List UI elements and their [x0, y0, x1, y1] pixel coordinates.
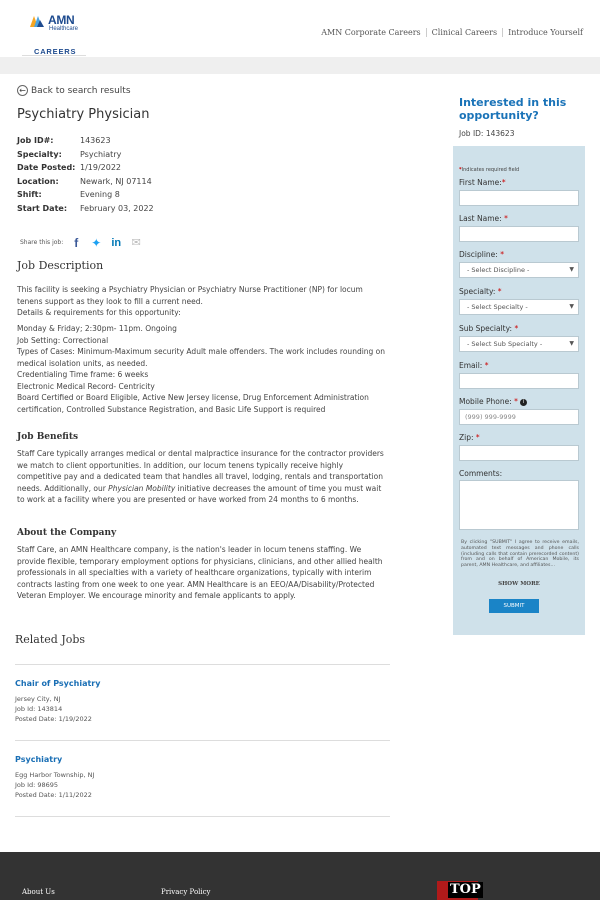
fact-label: Date Posted: [17, 163, 76, 172]
fact-label: Job ID#: [17, 136, 54, 145]
fact-label: Shift: [17, 190, 42, 199]
job-facts [17, 134, 154, 215]
divider [15, 740, 390, 741]
fact-value: 1/19/2022 [80, 163, 122, 172]
header-band [0, 57, 600, 74]
related-job-meta [15, 770, 390, 800]
info-icon[interactable]: i [520, 399, 527, 406]
facebook-icon[interactable]: f [74, 235, 79, 250]
fact-row-location [17, 175, 154, 189]
logo-careers-text: CAREERS [34, 47, 77, 56]
required-star: * [475, 433, 480, 442]
description-line: Monday & Friday; 2:30pm- 11pm. Ongoing [17, 324, 177, 333]
last-name-label [459, 214, 508, 223]
specialty-select-value: - Select Specialty - [467, 303, 528, 311]
nav-clinical-careers[interactable]: Clinical Careers [426, 28, 502, 37]
mobile-phone-input[interactable]: (999) 999-9999 [459, 409, 579, 425]
footer-link-about-us[interactable]: About Us [22, 888, 55, 896]
required-star: * [484, 361, 489, 370]
required-star: * [514, 324, 519, 333]
description-intro: This facility is seeking a Psychiatry Physician or Psychiatry Nurse Practitioner (NP) for locum tenens support as they look to fill a current need. [17, 285, 363, 306]
back-to-search-link[interactable] [17, 85, 131, 96]
linkedin-icon[interactable]: in [111, 236, 122, 249]
description-line: Types of Cases: Minimum-Maximum security Adult male offenders. The work includes rounding on medical isolation units, as needed. [17, 347, 386, 368]
discipline-select-value: - Select Discipline - [467, 266, 530, 274]
about-company-body [17, 544, 389, 602]
divider [15, 816, 390, 817]
discipline-label [459, 250, 504, 259]
fact-row-shift [17, 188, 154, 202]
apply-job-id: Job ID: 143623 [459, 129, 515, 138]
required-star: * [504, 214, 508, 223]
job-description-heading: Job Description [17, 259, 104, 272]
fact-row-date-posted [17, 161, 154, 175]
sub-specialty-select[interactable] [459, 336, 579, 352]
email-input[interactable] [459, 373, 579, 389]
amn-logo[interactable] [22, 10, 86, 56]
required-star: * [459, 167, 462, 173]
specialty-label [459, 287, 502, 296]
last-name-label-text: Last Name: [459, 214, 502, 223]
zip-label-text: Zip: [459, 433, 474, 442]
description-line: Electronic Medical Record- Centricity [17, 381, 155, 391]
related-job-posted: Posted Date: 1/11/2022 [15, 791, 92, 799]
fact-label: Specialty: [17, 149, 62, 159]
chevron-down-icon: ▼ [569, 266, 574, 273]
fact-row-specialty [17, 148, 154, 162]
badge-text: TOP [450, 882, 481, 897]
fact-row-job-id [17, 134, 154, 148]
related-job-title-link[interactable]: Chair of Psychiatry [15, 679, 101, 688]
about-text: Staff Care, an AMN Healthcare company, is the nation's leader in locum tenens staffing. We provide flexible, temporary employment options for physicians, clinicians, and other allied health professionals in all specialties with a variety of healthcare organizations, typically with interim contracts lasting from one week to one year. AMN Healthcare is an EEO/AA/Disability/Protected Veteran Employer. We encourage minority and female applicants to apply. [17, 545, 383, 600]
first-name-label-text: First Name: [459, 178, 502, 187]
benefits-text-part: initiative decreases the amount of time you must wait to work at a facility where you are presented or have worked from 24 months to 6 months. [17, 483, 382, 504]
discipline-label-text: Discipline: [459, 250, 498, 259]
last-name-input[interactable] [459, 226, 579, 242]
apply-heading: Interested in this opportunity? [459, 96, 567, 122]
first-name-label [459, 178, 506, 187]
required-star: * [501, 178, 506, 187]
job-benefits-heading: Job Benefits [17, 432, 79, 442]
submit-button[interactable]: SUBMIT [489, 599, 539, 613]
benefits-text-part: Staff Care typically arranges medical or dental malpractice insurance for the contractor providers we match to client opportunities. In addition, our locum tenens typically receive highly competitive pay and a dedicated team that handles all travel, lodging, rentals and transportation needs. Additionally, our [17, 449, 384, 493]
related-job-item [15, 679, 390, 724]
required-note [459, 167, 519, 173]
discipline-select[interactable] [459, 262, 579, 278]
zip-input[interactable] [459, 445, 579, 461]
comments-textarea[interactable] [459, 480, 579, 530]
required-star: * [514, 397, 518, 406]
required-star: * [497, 287, 502, 296]
related-job-id: Job Id: 98695 [15, 781, 59, 789]
top-award-badge [437, 881, 481, 900]
description-line: Job Setting: Correctional [17, 335, 109, 345]
amn-logo-icon [29, 14, 45, 28]
related-job-id: Job Id: 143814 [15, 705, 63, 713]
apply-form [453, 146, 585, 635]
comments-label: Comments: [459, 469, 503, 478]
share-bar [20, 236, 143, 249]
description-line: Board Certified or Board Eligible, Active New Jersey license, Drug Enforcement Administration certification, Controlled Substance Registration, and Basic Life Support is required [17, 393, 369, 414]
mobile-phone-label [459, 397, 527, 406]
job-benefits-body [17, 448, 389, 506]
logo-brand-text: AMN [48, 13, 75, 27]
related-jobs-heading: Related Jobs [15, 633, 86, 646]
logo-sub-text: Healthcare [49, 26, 79, 32]
email-label [459, 361, 488, 370]
fact-value: Psychiatry [80, 149, 122, 159]
fact-value: Evening 8 [80, 190, 120, 199]
required-note-text: Indicates required field [461, 167, 520, 173]
benefits-text-italic: Physician Mobility [108, 483, 176, 493]
related-job-location: Jersey City, NJ [15, 695, 61, 703]
specialty-select[interactable] [459, 299, 579, 315]
benefits-text [17, 448, 389, 506]
arrow-left-circle-icon: ← [17, 85, 28, 96]
fact-label: Location: [17, 176, 59, 186]
back-link-label: Back to search results [31, 85, 131, 96]
required-star: * [500, 250, 504, 259]
top-nav [316, 28, 588, 37]
divider [15, 664, 390, 665]
related-job-item [15, 755, 390, 800]
fact-row-start-date [17, 202, 154, 216]
show-more-link[interactable]: SHOW MORE [498, 581, 540, 587]
zip-label [459, 433, 480, 442]
fact-label: Start Date: [17, 203, 68, 213]
fact-value: Newark, NJ 07114 [80, 176, 152, 186]
mobile-phone-label-text: Mobile Phone: [459, 397, 512, 406]
related-job-meta [15, 694, 390, 724]
share-label: Share this job: [20, 239, 64, 246]
sub-specialty-label-text: Sub Specialty: [459, 324, 513, 333]
description-details-intro: Details & requirements for this opportunity: [17, 308, 181, 317]
related-job-location: Egg Harbor Township, NJ [15, 771, 95, 779]
specialty-label-text: Specialty: [459, 287, 496, 296]
nav-introduce-yourself[interactable]: Introduce Yourself [502, 28, 588, 37]
consent-disclaimer: By clicking "SUBMIT" I agree to receive emails, automated text messages and phone calls (including calls that contain prerecorded content) from and on behalf of American Mobile, its parent, AMN Healthcare, and affiliates... [461, 540, 579, 569]
page-title: Psychiatry Physician [17, 107, 150, 122]
about-company-heading: About the Company [17, 528, 117, 538]
email-label-text: Email: [459, 361, 483, 370]
twitter-icon[interactable]: ✦ [91, 235, 102, 250]
footer-link-privacy-policy[interactable]: Privacy Policy [161, 888, 211, 896]
chevron-down-icon: ▼ [569, 340, 574, 347]
email-icon[interactable]: ✉ [131, 236, 141, 249]
fact-value: 143623 [80, 136, 111, 145]
related-job-title-link[interactable]: Psychiatry [15, 755, 63, 764]
site-footer [0, 852, 600, 900]
sub-specialty-label [459, 324, 518, 333]
job-description-body [17, 284, 389, 415]
chevron-down-icon: ▼ [569, 303, 574, 310]
nav-corporate-careers[interactable]: AMN Corporate Careers [321, 28, 421, 37]
description-line: Credentialing Time frame: 6 weeks [17, 370, 149, 379]
first-name-input[interactable] [459, 190, 579, 206]
site-header [0, 0, 600, 57]
sub-specialty-select-value: - Select Sub Specialty - [467, 340, 543, 348]
fact-value: February 03, 2022 [80, 203, 154, 213]
related-job-posted: Posted Date: 1/19/2022 [15, 715, 92, 723]
